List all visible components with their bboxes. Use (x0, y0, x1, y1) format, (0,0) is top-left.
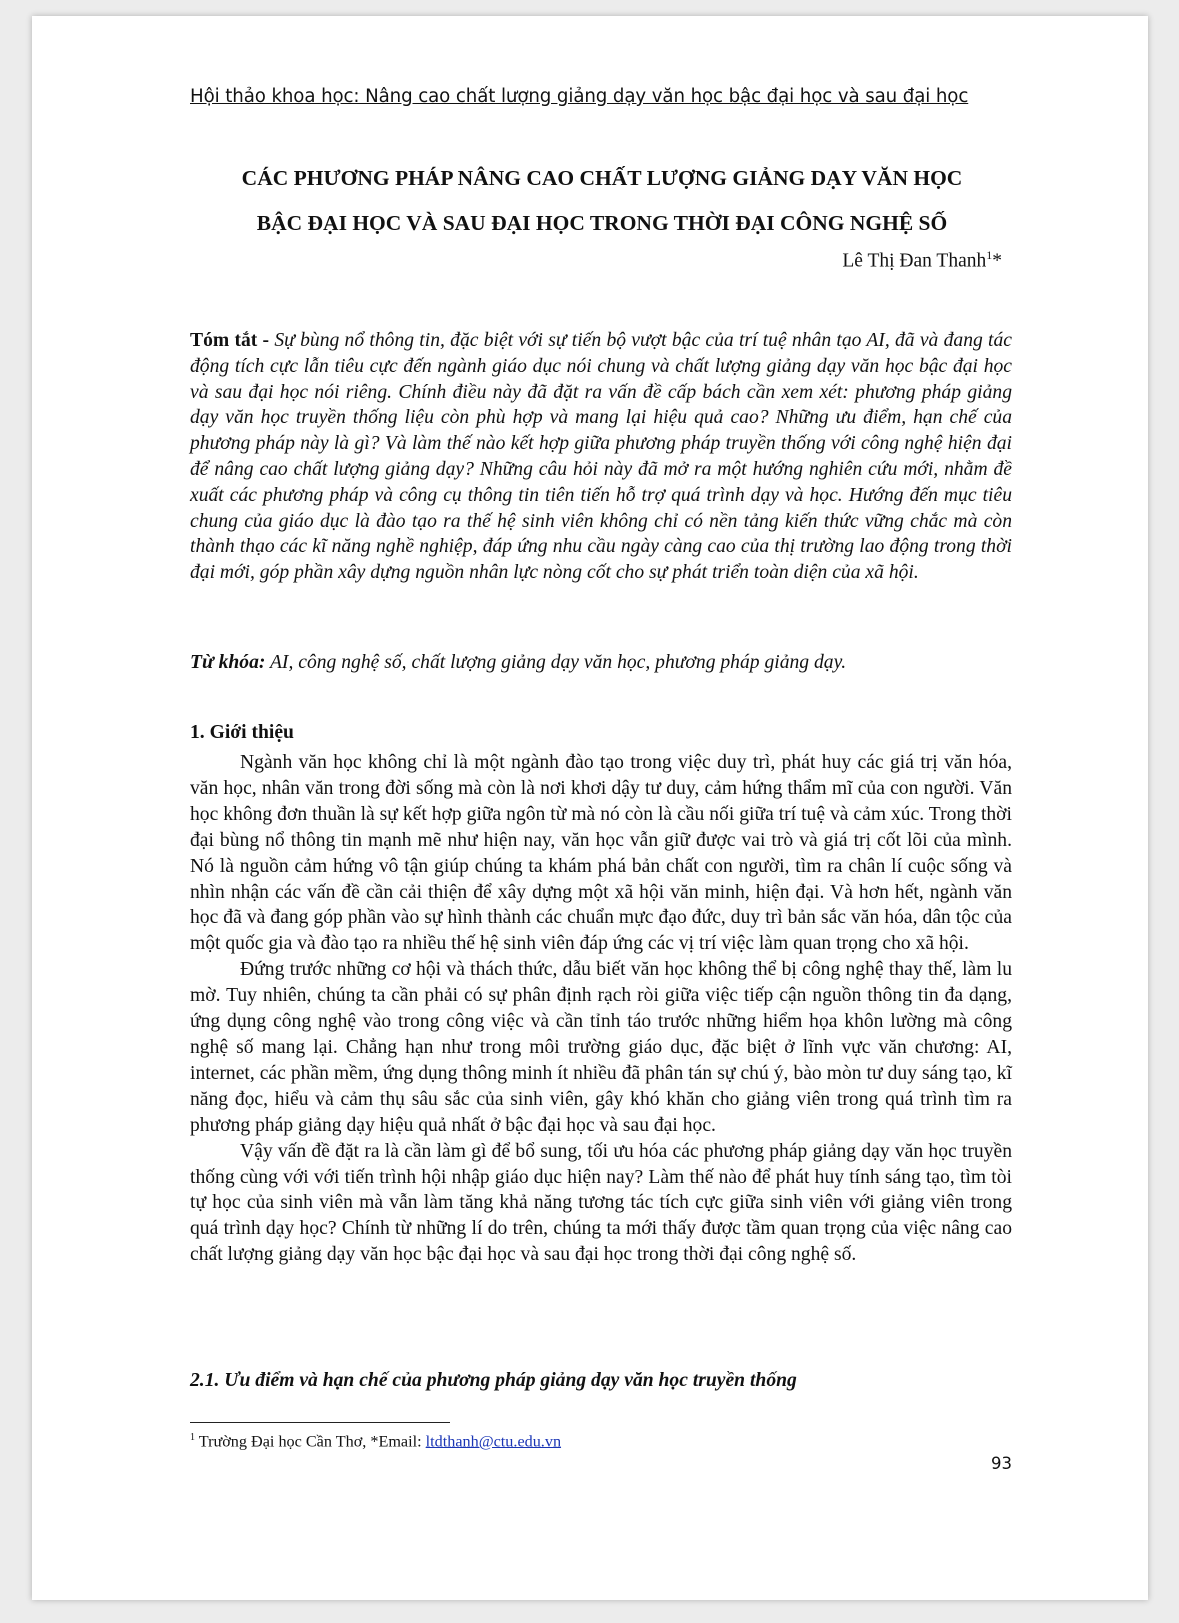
running-header: Hội thảo khoa học: Nâng cao chất lượng giảng dạy văn học bậc đại học và sau đại học (190, 86, 969, 107)
abstract-label: Tóm tắt - (190, 330, 270, 351)
footnote-mark: 1 (190, 1432, 195, 1443)
author-star: * (992, 250, 1002, 272)
keywords-text: AI, công nghệ số, chất lượng giảng dạy văn học, phương pháp giảng dạy. (269, 652, 847, 673)
footnote-text: Trường Đại học Cần Thơ, *Email: (198, 1432, 426, 1451)
document-page (32, 16, 1148, 1600)
abstract-text: Sự bùng nổ thông tin, đặc biệt với sự tiến bộ vượt bậc của trí tuệ nhân tạo AI, đã và đang tác động tích cực lẫn tiêu cực đến ngành giáo dục nói chung và chất lượng giảng dạy văn học bậc đại học và sau đại học nói riêng. Chính điều này đã đặt ra vấn đề cấp bách cần xem xét: phương pháp giảng dạy văn học truyền thống liệu còn phù hợp và mang lại hiệu quả cao? Những ưu điểm, hạn chế của phương pháp này là gì? Và làm thế nào kết hợp giữa phương pháp truyền thống với công nghệ hiện đại để nâng cao chất lượng giảng dạy? Những câu hỏi này đã mở ra một hướng nghiên cứu mới, nhằm đề xuất các phương pháp và công cụ thông tin tiên tiến hỗ trợ quá trình dạy và học. Hướng đến mục tiêu chung của giáo dục là đào tạo ra thế hệ sinh viên không chỉ có nền tảng kiến thức vững chắc mà còn thành thạo các kĩ năng nghề nghiệp, đáp ứng nhu cầu ngày càng cao của thị trường lao động trong thời đại mới, góp phần xây dựng nguồn nhân lực nòng cốt cho sự phát triển toàn diện của xã hội. (190, 330, 1012, 584)
keywords (190, 652, 1012, 674)
paragraph: Ngành văn học không chỉ là một ngành đào tạo trong việc duy trì, phát huy các giá trị văn hóa, văn học, nhân văn trong đời sống mà còn là nơi khơi dậy tư duy, cảm hứng thẩm mĩ của con người. Văn học không đơn thuần là sự kết hợp giữa ngôn từ mà nó còn là cầu nối giữa trí tuệ và cảm xúc. Trong thời đại bùng nổ thông tin mạnh mẽ như hiện nay, văn học vẫn giữ được vai trò và giá trị cốt lõi của mình. Nó là nguồn cảm hứng vô tận giúp chúng ta khám phá bản chất con người, tìm ra chân lí cuộc sống và nhìn nhận các vấn đề cần cải thiện để xây dựng một xã hội văn minh, hiện đại. Và hơn hết, ngành văn học đã và đang góp phần vào sự hình thành các chuẩn mực đạo đức, duy trì bản sắc văn hóa, dân tộc của một quốc gia và đào tạo ra nhiều thế hệ sinh viên đáp ứng các vị trí việc làm quan trọng cho xã hội. (190, 752, 1012, 955)
keywords-label: Từ khóa: (190, 652, 266, 673)
abstract (190, 328, 1012, 586)
section-heading-introduction: 1. Giới thiệu (190, 722, 294, 743)
title-line-2: BẬC ĐẠI HỌC VÀ SAU ĐẠI HỌC TRONG THỜI ĐẠI CÔNG NGHỆ SỐ (256, 211, 948, 235)
page-number: 93 (991, 1454, 1012, 1473)
footnote-divider (190, 1422, 450, 1423)
author-name: Lê Thị Đan Thanh (842, 250, 987, 272)
paper-title (172, 156, 1032, 246)
paragraph: Vậy vấn đề đặt ra là cần làm gì để bổ sung, tối ưu hóa các phương pháp giảng dạy văn học truyền thống cùng với với tiến trình hội nhập giáo dục hiện nay? Làm thế nào để phát huy tính sáng tạo, tìm tòi tự học của sinh viên mà vẫn làm tăng khả năng tương tác tích cực giữa sinh viên với giảng viên trong quá trình dạy học? Chính từ những lí do trên, chúng ta mới thấy được tầm quan trọng của việc nâng cao chất lượng giảng dạy văn học bậc đại học và sau đại học trong thời đại công nghệ số. (190, 1140, 1012, 1266)
author-line (842, 248, 1002, 273)
author-footnote-mark: 1 (986, 248, 993, 262)
footnote (190, 1432, 561, 1451)
introduction-body (190, 750, 1012, 1268)
subsection-heading: 2.1. Ưu điểm và hạn chế của phương pháp giảng dạy văn học truyền thống (190, 1370, 797, 1391)
title-line-1: CÁC PHƯƠNG PHÁP NÂNG CAO CHẤT LƯỢNG GIẢNG DẠY VĂN HỌC (241, 166, 963, 190)
email-link[interactable]: ltdthanh@ctu.edu.vn (425, 1432, 562, 1451)
paragraph: Đứng trước những cơ hội và thách thức, dẫu biết văn học không thể bị công nghệ thay thế, làm lu mờ. Tuy nhiên, chúng ta cần phải có sự phân định rạch ròi giữa việc tiếp cận nguồn thông tin đa dạng, ứng dụng công nghệ vào trong công việc và cần tỉnh táo trước những hiểm họa khôn lường mà công nghệ số mang lại. Chẳng hạn như trong môi trường giáo dục, đặc biệt ở lĩnh vực văn chương: AI, internet, các phần mềm, ứng dụng thông minh ít nhiều đã phân tán sự chú ý, bào mòn tư duy sáng tạo, kĩ năng đọc, hiểu và cảm thụ sâu sắc của sinh viên, gây khó khăn cho giảng viên trong quá trình tìm ra phương pháp giảng dạy hiệu quả nhất ở bậc đại học và sau đại học. (190, 959, 1012, 1136)
